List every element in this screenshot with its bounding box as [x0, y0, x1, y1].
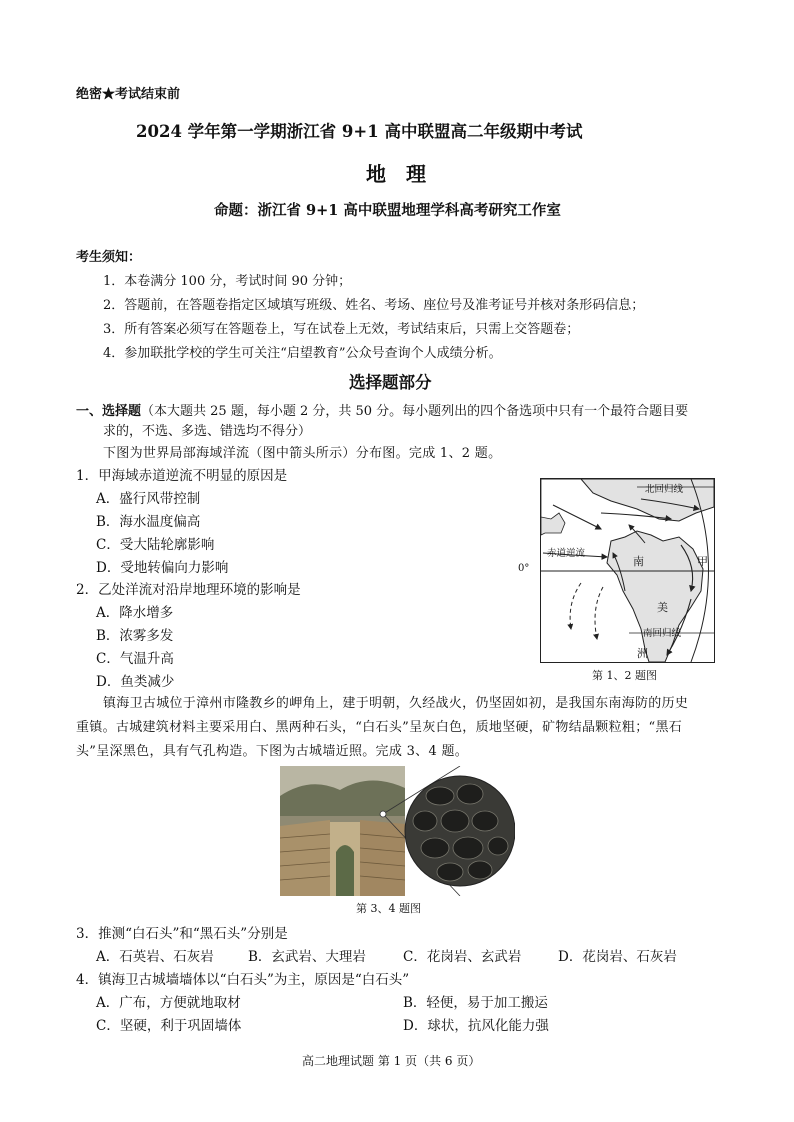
map-label-jia: 甲: [697, 555, 708, 568]
notice-item: 3．所有答案必须写在答题卷上，写在试卷上无效，考试结束后，只需上交答题卷；: [103, 322, 580, 337]
q4-option-a: A．广布，方便就地取材: [96, 995, 241, 1011]
q4-option-c: C．坚硬，利于巩固墙体: [96, 1018, 242, 1034]
q2-option-d: D．鱼类减少: [96, 674, 175, 690]
ocean-current-map: [540, 478, 715, 663]
page-footer: 高二地理试题 第 1 页（共 6 页）: [302, 1054, 481, 1068]
confidential-mark: 绝密★考试结束前: [76, 87, 181, 102]
section-intro-cont: 求的，不选、多选、错选均不得分）: [103, 424, 312, 439]
map-caption: 第 1、2 题图: [592, 669, 657, 682]
q3-option-c: C．花岗岩、玄武岩: [403, 949, 522, 965]
q1-option-a: A．盛行风带控制: [96, 491, 201, 507]
map-equator-degree: 0°: [518, 563, 530, 574]
q1-option-c: C．受大陆轮廓影响: [96, 537, 215, 553]
section-intro: [76, 400, 688, 419]
passage-line: 重镇。古城建筑材料主要采用白、黑两种石头，“白石头”呈灰白色，质地坚硬，矿物结晶颗粒粗；“黑石: [76, 720, 683, 735]
city-wall-photo-drawing: [280, 766, 515, 896]
map-label-continent-3: 洲: [637, 647, 648, 660]
q3-option-d: D．花岗岩、石灰岩: [558, 949, 677, 965]
map-label-continent-1: 南: [633, 555, 644, 568]
notice-item: 1．本卷满分 100 分，考试时间 90 分钟；: [103, 274, 352, 289]
map-label-south-tropic: 南回归线: [643, 628, 682, 639]
notice-item: 4．参加联批学校的学生可关注“启望教育”公众号查询个人成绩分析。: [103, 346, 502, 361]
notice-heading: 考生须知：: [76, 250, 142, 265]
subject-title: 地 理: [366, 162, 426, 186]
section-title: 选择题部分: [349, 373, 432, 392]
q2-stem: 2．乙处洋流对沿岸地理环境的影响是: [76, 582, 301, 598]
q4-option-b: B．轻便，易于加工搬运: [403, 995, 548, 1011]
q1-option-d: D．受地转偏向力影响: [96, 560, 229, 576]
map-label-north-tropic: 北回归线: [645, 484, 684, 495]
q3-option-a: A．石英岩、石灰岩: [96, 949, 214, 965]
q1-stem: 1．甲海域赤道逆流不明显的原因是: [76, 468, 288, 484]
exam-title: 2024 学年第一学期浙江省 9+1 高中联盟高二年级期中考试: [136, 122, 583, 141]
section-intro-text: （本大题共 25 题，每小题 2 分，共 50 分。每小题列出的四个备选项中只有一个最符合题目要: [141, 404, 689, 419]
author-line: 命题：浙江省 9+1 高中联盟地理学科高考研究工作室: [214, 202, 561, 219]
q2-option-a: A．降水增多: [96, 605, 174, 621]
q2-option-c: C．气温升高: [96, 651, 174, 667]
q1-option-b: B．海水温度偏高: [96, 514, 201, 530]
passage-line: 镇海卫古城位于漳州市隆教乡的岬角上，建于明朝，久经战火，仍坚固如初，是我国东南海防的历史: [103, 696, 689, 711]
photo-caption: 第 3、4 题图: [356, 902, 421, 915]
map-label-equatorial-countercurrent: 赤道逆流: [547, 548, 586, 559]
q2-option-b: B．浓雾多发: [96, 628, 174, 644]
q3-option-b: B．玄武岩、大理岩: [248, 949, 366, 965]
group1-lead: 下图为世界局部海域洋流（图中箭头所示）分布图。完成 1、2 题。: [103, 446, 502, 461]
city-wall-photo: [280, 766, 515, 896]
q4-stem: 4．镇海卫古城墙墙体以“白石头”为主，原因是“白石头”: [76, 972, 410, 988]
ocean-current-map-drawing: [541, 479, 714, 662]
q4-option-d: D．球状，抗风化能力强: [403, 1018, 549, 1034]
q3-stem: 3．推测“白石头”和“黑石头”分别是: [76, 926, 288, 942]
passage-line: 头”呈深黑色，具有气孔构造。下图为古城墙近照。完成 3、4 题。: [76, 744, 469, 759]
notice-item: 2．答题前，在答题卷指定区域填写班级、姓名、考场、座位号及准考证号并核对条形码信息；: [103, 298, 645, 313]
map-label-continent-2: 美: [657, 601, 668, 614]
section-intro-label: 一、选择题: [76, 404, 142, 419]
